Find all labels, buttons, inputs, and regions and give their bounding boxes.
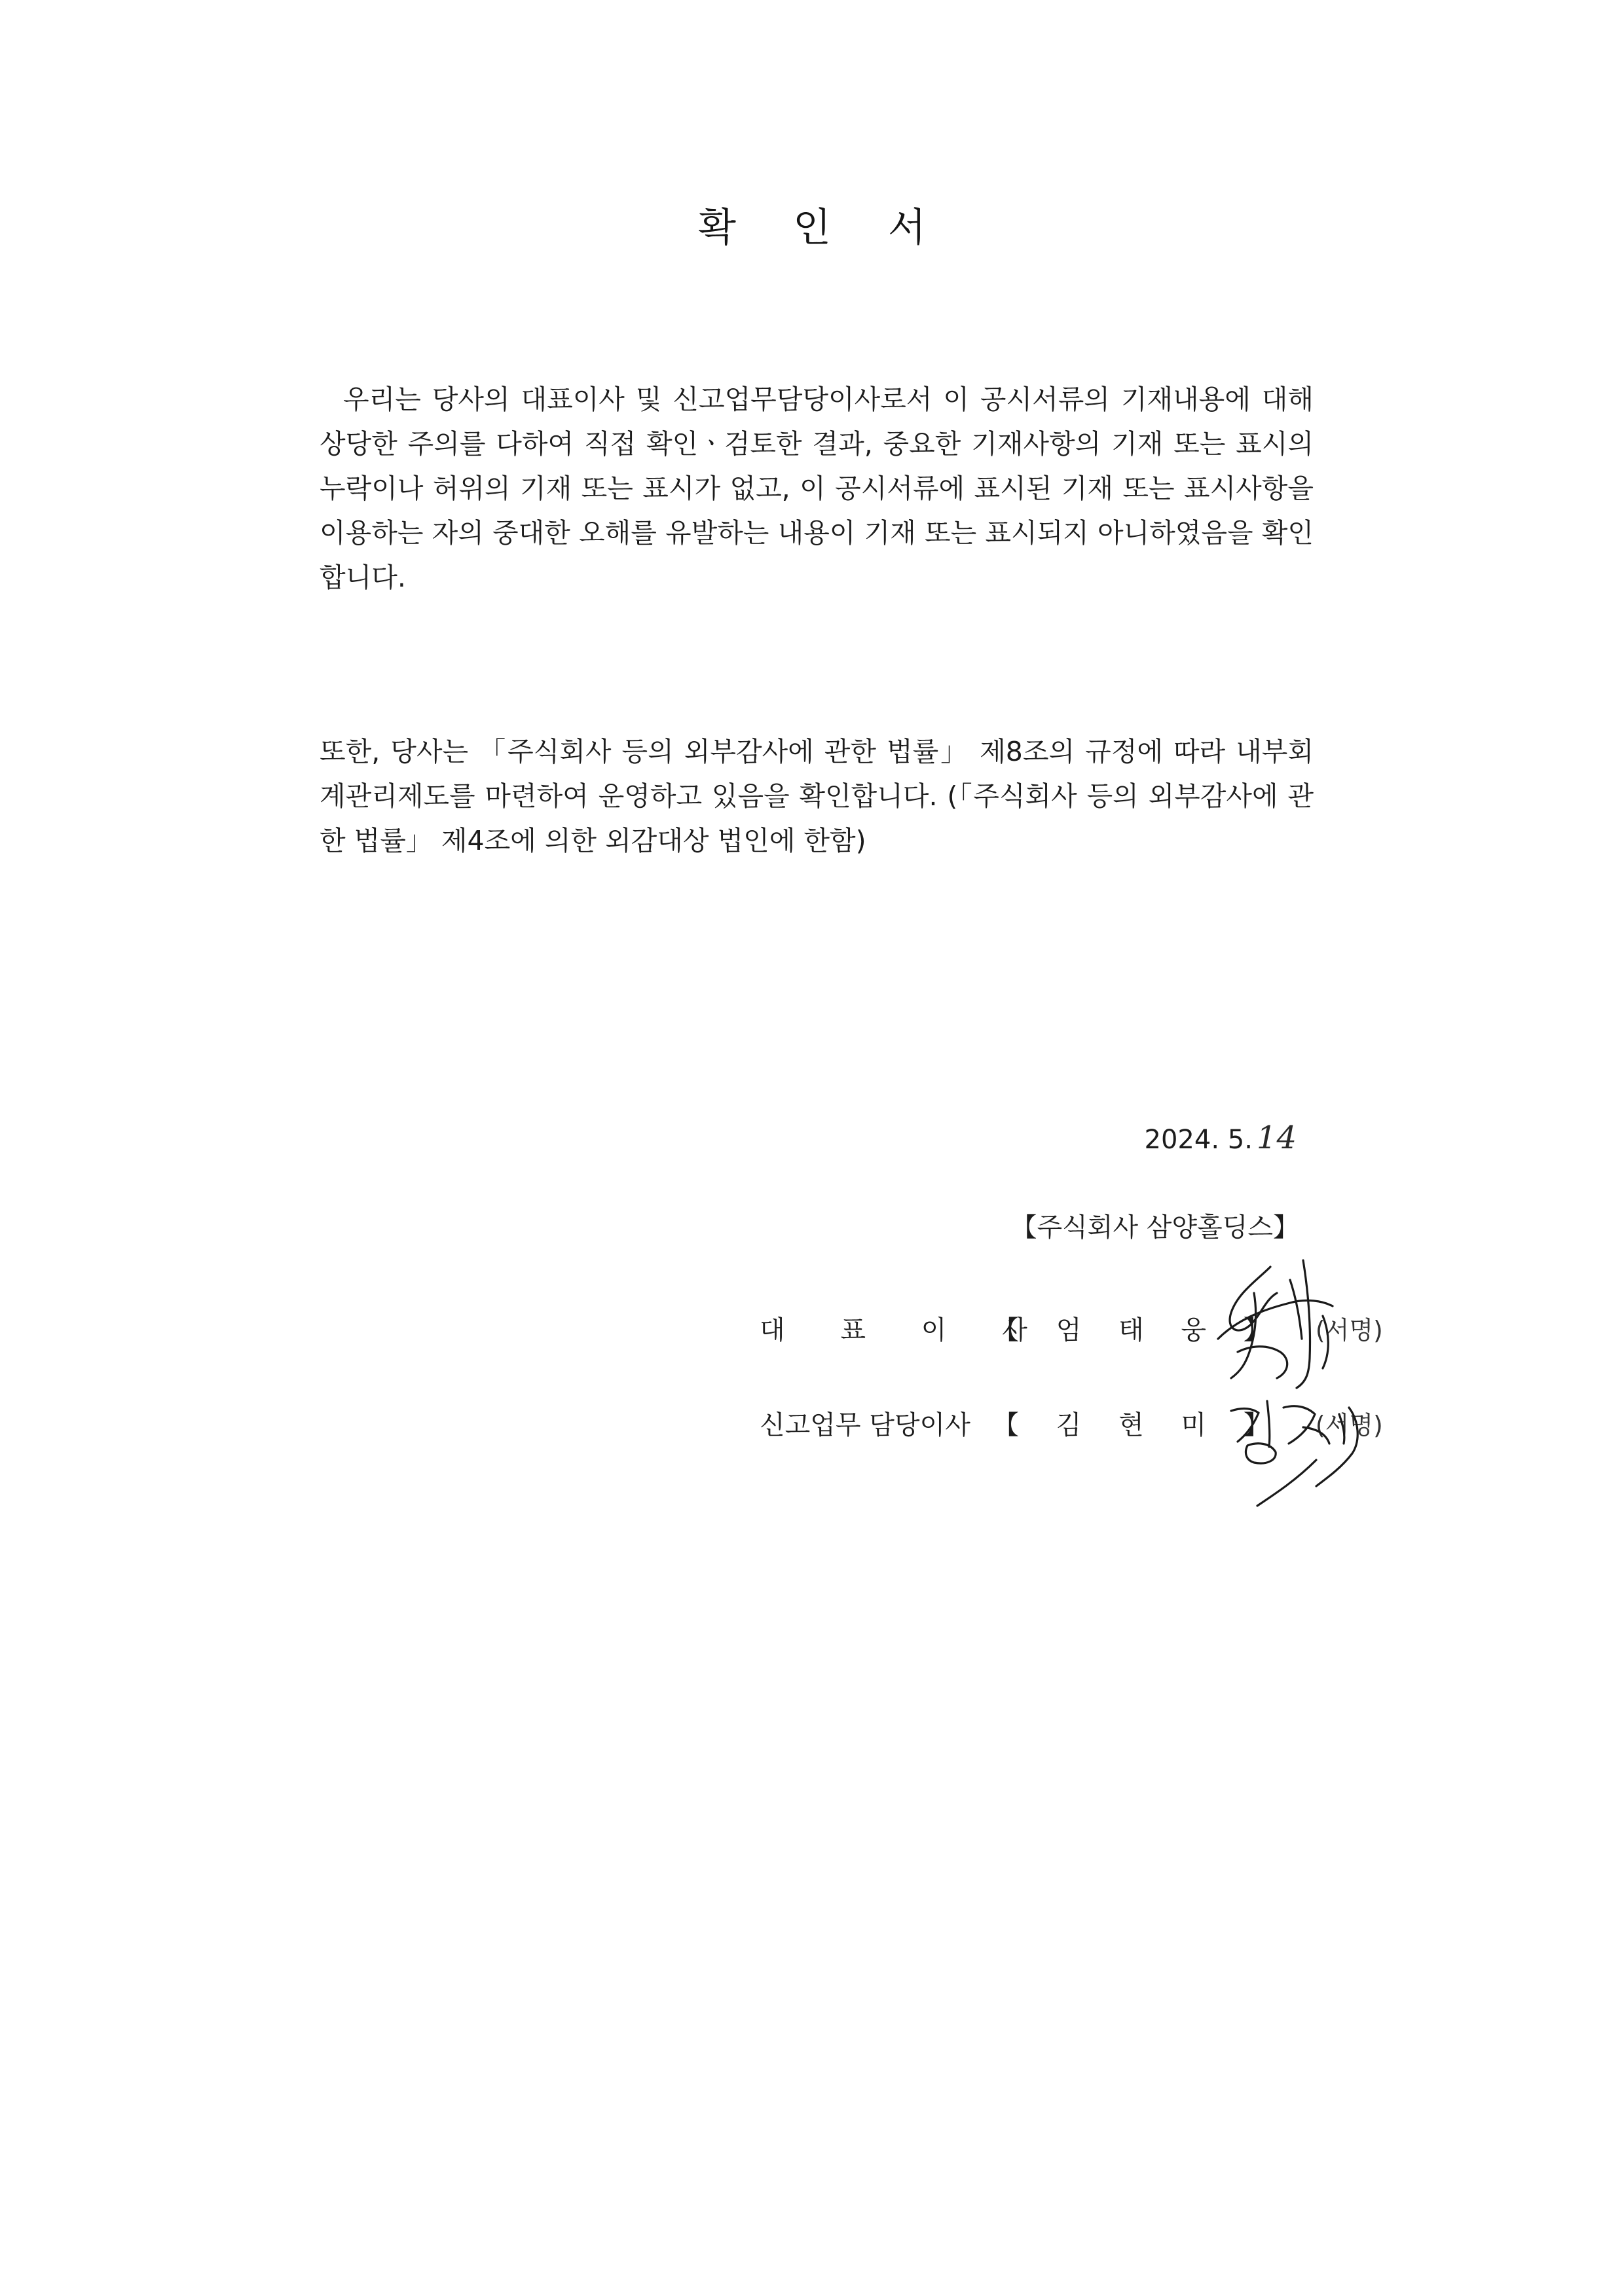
internal-control-paragraph: 또한, 당사는 「주식회사 등의 외부감사에 관한 법률」 제8조의 규정에 따라 내부회계관리제도를 마련하여 운영하고 있음을 확인합니다. (「주식회사 등의 외부감사에 관한 법률」 제4조에 의한 외감대상 법인에 한함) bbox=[320, 736, 1314, 856]
confirmation-paragraph: 우리는 당사의 대표이사 및 신고업무담당이사로서 이 공시서류의 기재내용에 대해 상당한 주의를 다하여 직접 확인ㆍ검토한 결과, 중요한 기재사항의 기재 또는 표시의 누락이나 허위의 기재 또는 표시가 없고, 이 공시서류에 표시된 기재 또는 표시사항을 이용하는 자의 중대한 오해를 유발하는 내용이 기재 또는 표시되지 아니하였음을 확인합니다. bbox=[320, 384, 1314, 593]
ceo-signature-image bbox=[1192, 1254, 1349, 1398]
date-printed: 2024. 5. bbox=[1144, 1125, 1253, 1155]
signer-role: 신고업무 담당이사 bbox=[760, 1410, 970, 1440]
document-title: 확 인 서 bbox=[697, 205, 949, 251]
director-signature-image bbox=[1218, 1381, 1375, 1512]
signer-role: 대 표 이 사 bbox=[760, 1315, 1051, 1345]
document-date bbox=[1145, 1120, 1297, 1156]
signer-name: 【 엄 태 웅 】 bbox=[993, 1315, 1284, 1345]
company-name: 【주식회사 삼양홀딩스】 bbox=[1010, 1212, 1299, 1243]
signer-name: 【 김 현 미 】 bbox=[993, 1410, 1284, 1440]
sign-label: (서명) bbox=[1315, 1316, 1383, 1345]
date-handwritten-day: 14 bbox=[1256, 1120, 1297, 1156]
sign-label: (서명) bbox=[1315, 1411, 1383, 1440]
